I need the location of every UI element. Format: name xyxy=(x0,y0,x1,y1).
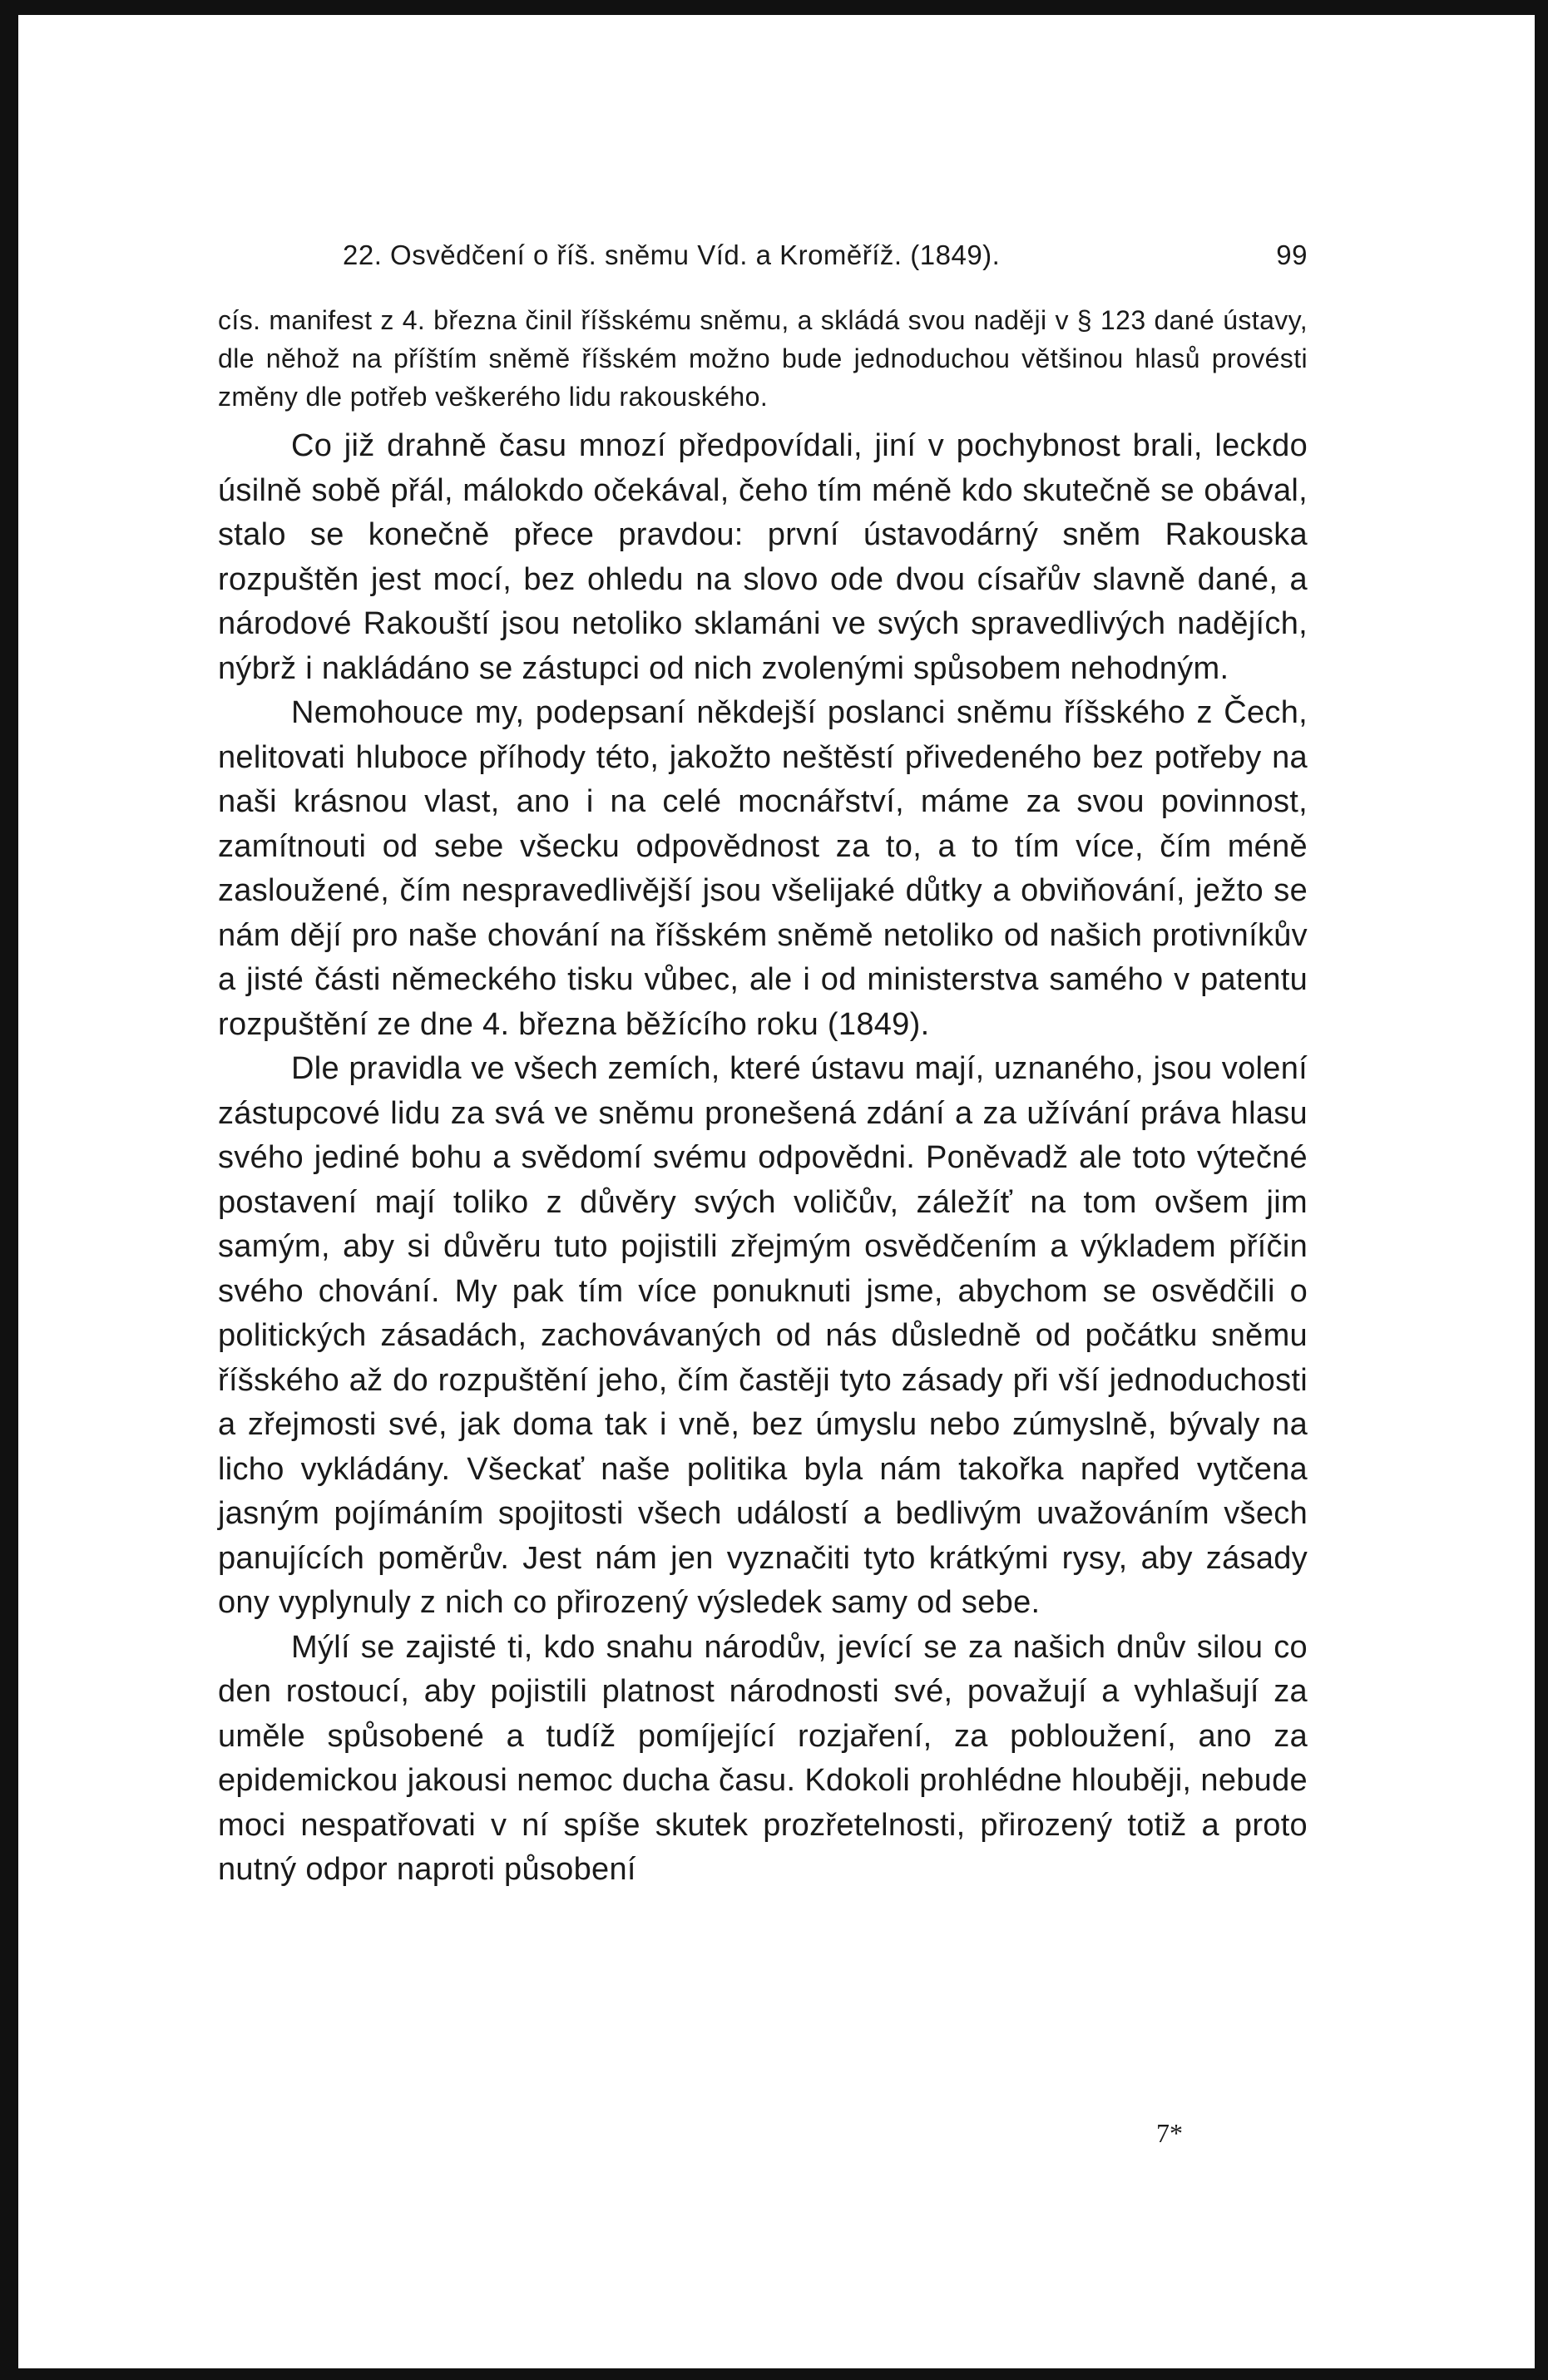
paragraph: Dle pravidla ve všech zemích, které ústavu mají, uznaného, jsou volení zástupcové lidu za svá ve sněmu pronešená zdání a za užívání práva hlasu svého jediné bohu a svědomí svému odpovědni. Poněvadž ale toto výtečné postavení mají toliko z důvěry svých voličův, záležíť na tom ovšem jim samým, aby si důvěru tuto pojistili zřejmým osvědčením a výkladem příčin svého chování. My pak tím více ponuknuti jsme, abychom se osvědčili o politických zásadách, zachovávaných od nás důsledně od počátku sněmu říšského až do rozpuštění jeho, čím častěji tyto zásady při vší jednoduchosti a zřejmosti své, jak doma tak i vně, bez úmyslu nebo zúmyslně, bývaly na licho vykládány. Všeckať naše politika byla nám takořka napřed vytčena jasným pojímáním spojitosti všech událostí a bedlivým uvažováním všech panujících poměrův. Jest nám jen vyznačiti tyto krátkými rysy, aby zásady ony vyplynuly z nich co přirozený výsledek samy od sebe. xyxy=(218,1051,1308,1620)
body-text xyxy=(218,424,1308,1893)
page-number: 99 xyxy=(1276,239,1308,270)
paragraph: Nemohouce my, podepsaní někdejší poslanci sněmu říšského z Čech, nelitovati hluboce příhody této, jakožto neštěstí přivedeného bez potřeby na naši krásnou vlast, ano i na celé mocnářství, máme za svou povinnost, zamítnouti od sebe všecku odpovědnost za to, a to tím více, čím méně zasloužené, čím nespravedlivější jsou všelijaké důtky a obviňování, ježto se nám dějí pro naše chování na říšském sněmě netoliko od našich protivníkův a jisté části německého tisku vůbec, ale i od ministerstva samého v patentu rozpuštění ze dne 4. března běžícího roku (1849). xyxy=(218,695,1308,1042)
paragraph: Mýlí se zajisté ti, kdo snahu národův, jevící se za našich dnův silou co den rostoucí, aby pojistili platnost národnosti své, považují a vyhlašují za uměle spůsobené a tudíž pomíjející rozjaření, za pobloužení, ano za epidemickou jakousi nemoc ducha času. Kdokoli prohlédne hlouběji, nebude moci nespatřovati v ní spíše skutek prozřetelnosti, přirozený totiž a proto nutný odpor naproti působení xyxy=(218,1629,1308,1887)
paragraph: Co již drahně času mnozí předpovídali, jiní v pochybnost brali, leckdo úsilně sobě přál, málokdo očekával, čeho tím méně kdo skutečně se obával, stalo se konečně přece pravdou: první ústavodárný sněm Rakouska rozpuštěn jest mocí, bez ohledu na slovo ode dvou císařův slavně dané, a národové Rakouští jsou netoliko sklamáni ve svých spravedlivých nadějích, nýbrž i nakládáno se zástupci od nich zvolenými spůsobem nehodným. xyxy=(218,428,1308,686)
document-page xyxy=(218,239,1308,1893)
signature-mark: 7* xyxy=(1156,2118,1183,2148)
running-header xyxy=(218,239,1308,289)
intro-paragraph: cís. manifest z 4. března činil říšskému sněmu, a skládá svou naději v § 123 dané ústavy, dle něhož na příštím sněmě říšském možno bude jednoduchou většinou hlasů provésti změny dle potřeb veškerého lidu rakouského. xyxy=(218,305,1308,412)
running-title: 22. Osvědčení o říš. sněmu Víd. a Kroměříž. (1849). xyxy=(343,239,1001,270)
